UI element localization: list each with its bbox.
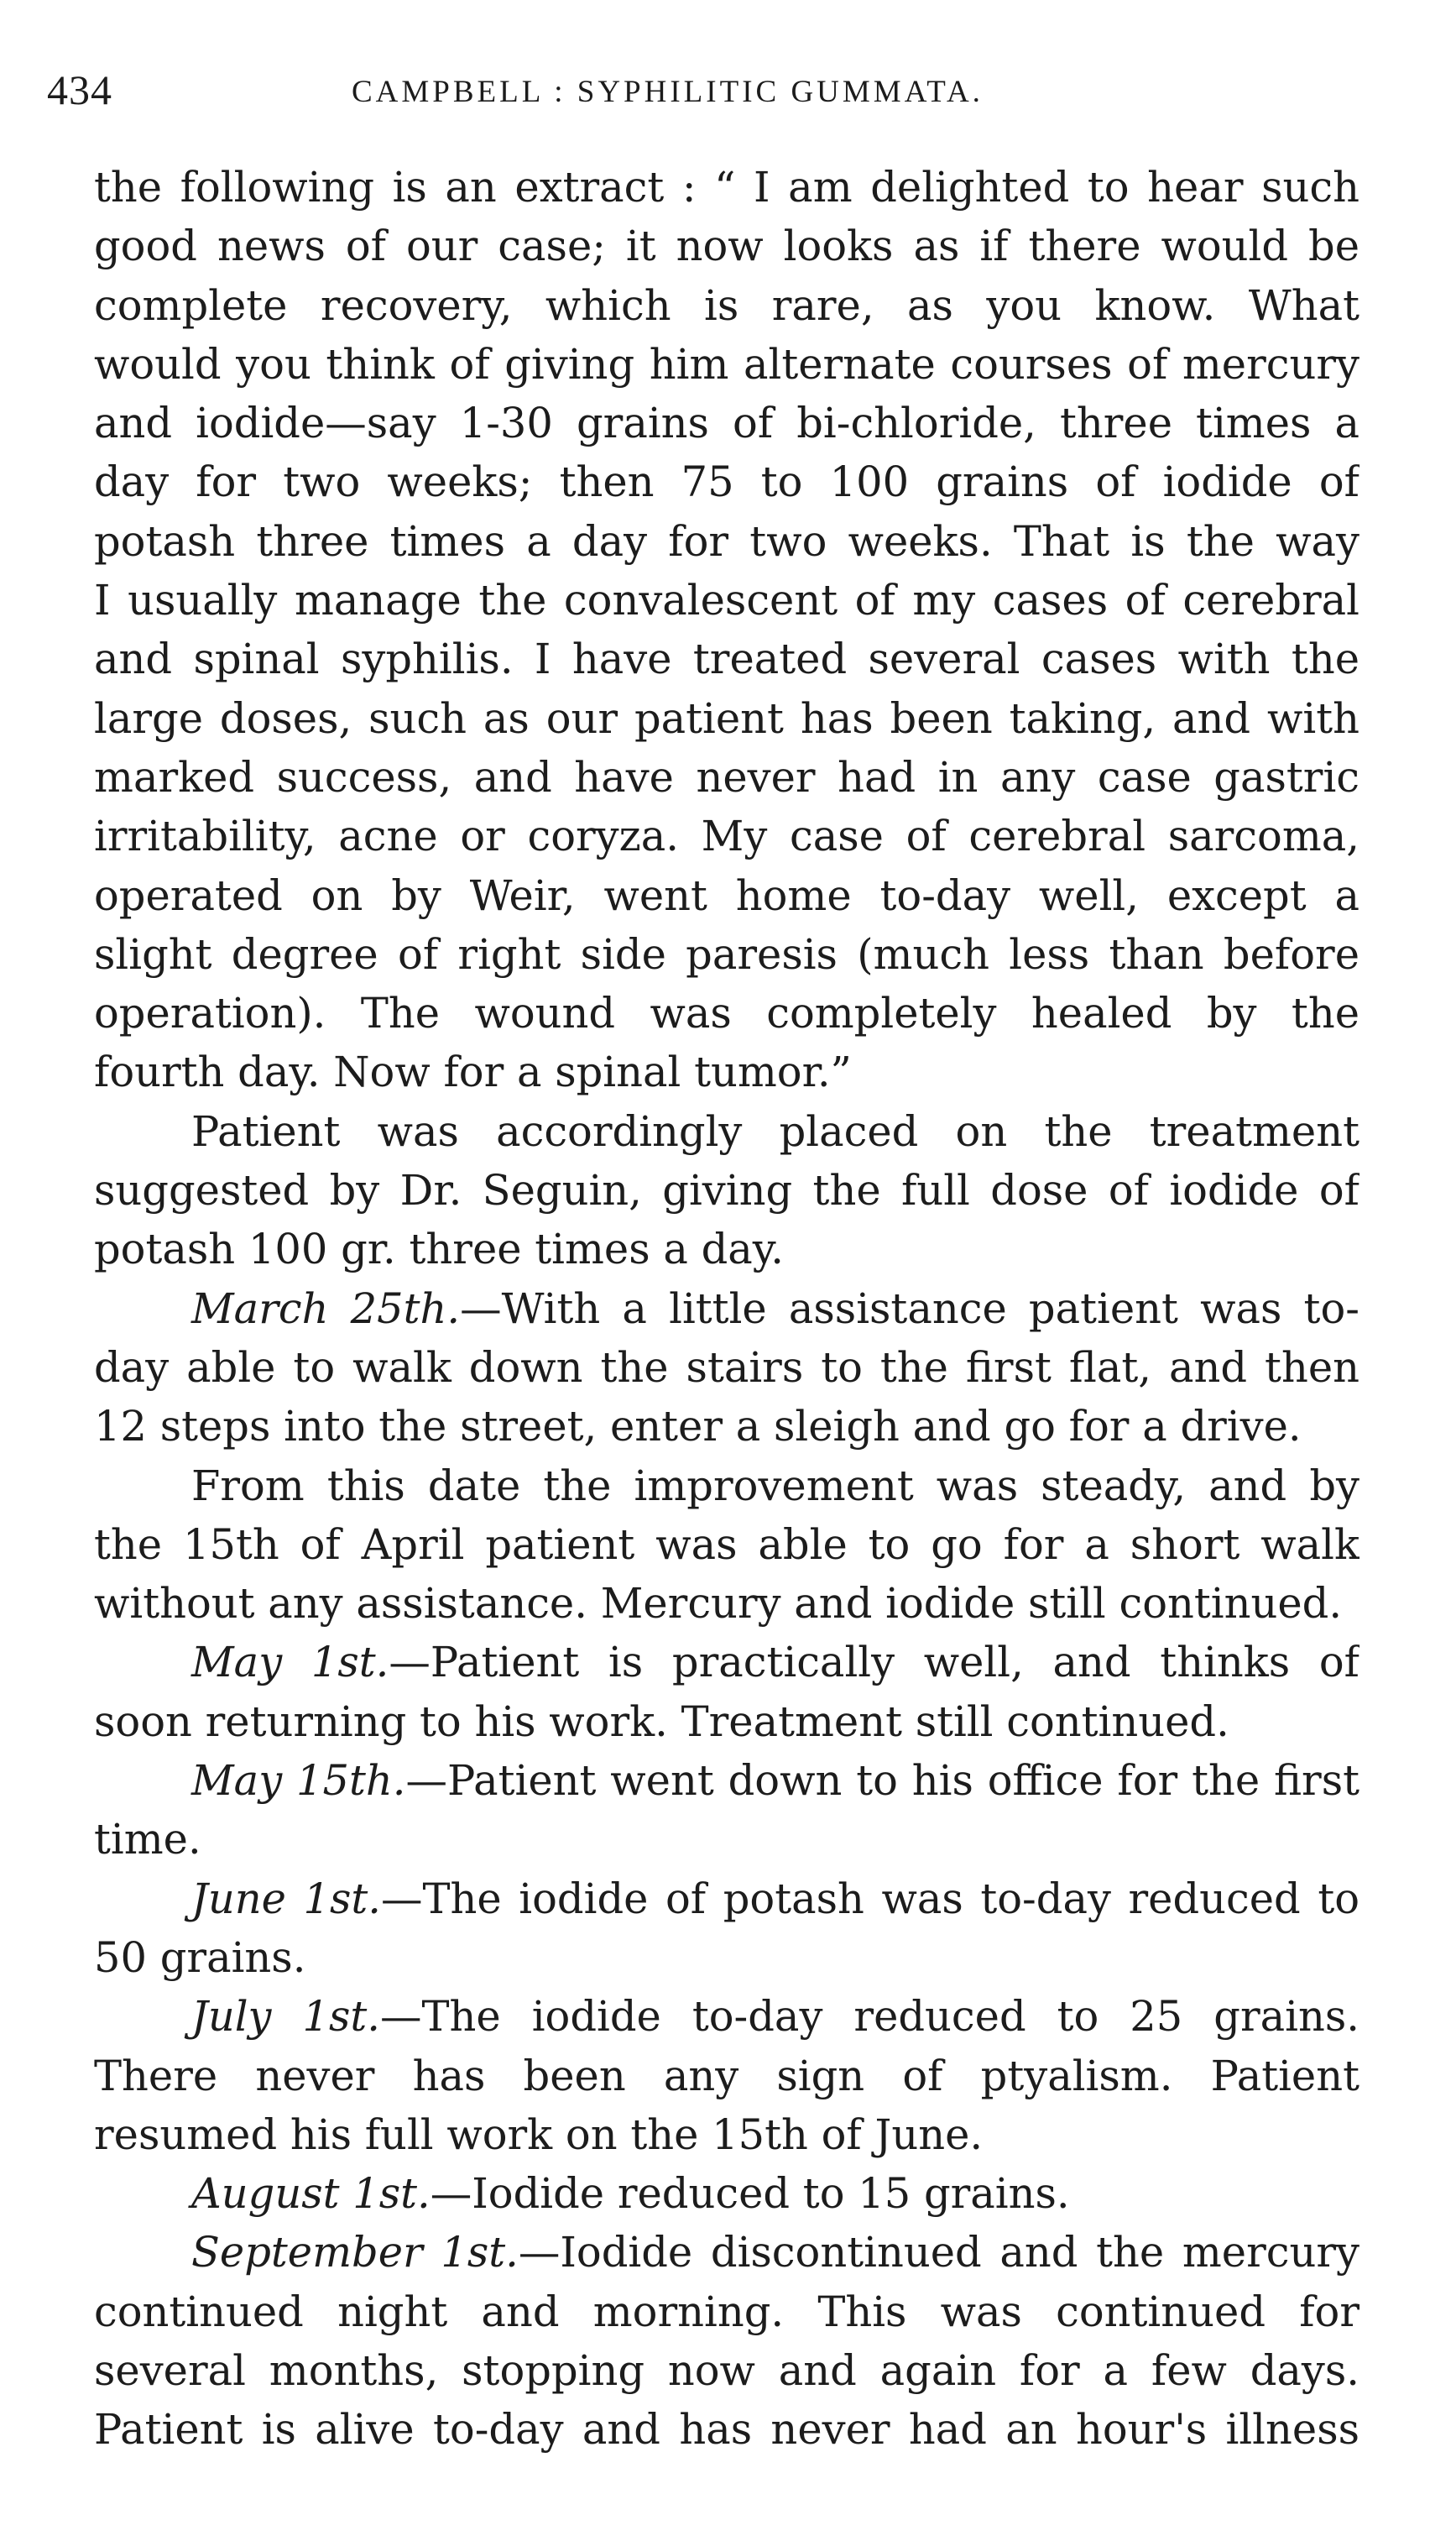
entry-text: —Patient went down to his office for the first [405,1756,1359,1806]
entry-text: —Iodide discontinued and the mercury [518,2228,1359,2277]
running-title: CAMPBELL : SYPHILITIC GUMMATA. [352,75,984,109]
text-line: and iodide—say 1-30 grains of bi-chloride, three times a [94,399,1359,448]
text-line: slight degree of right side paresis (much less than before [94,929,1359,979]
body-text [94,158,1359,2460]
entry-text: —With a little assistance patient was to- [460,1284,1359,1333]
text-line: resumed his full work on the 15th of June. [94,2110,984,2159]
text-line: irritability, acne or coryza. My case of cerebral sarcoma, [94,812,1359,861]
page-number: 434 [47,66,112,113]
text-line: I usually manage the convalescent of my cases of cerebral [94,576,1359,625]
text-line: fourth day. Now for a spinal tumor.” [94,1048,852,1097]
text-line: suggested by Dr. Seguin, giving the full dose of iodide of [94,1166,1359,1216]
text-line: 12 steps into the street, enter a sleigh and go for a drive. [94,1402,1302,1451]
entry-date: May 1st. [191,1638,389,1687]
text-line: 50 grains. [94,1932,306,1982]
text-line: the following is an extract : “ I am delighted to hear such [94,163,1359,212]
dated-entry-line [94,2164,1359,2223]
entry-text: —The iodide to-day reduced to 25 grains. [380,1992,1359,2042]
text-line: day able to walk down the stairs to the first flat, and then [94,1342,1359,1392]
entry-date: July 1st. [191,1992,381,2042]
text-line: operation). The wound was completely healed by the [94,989,1359,1038]
text-line: There never has been any sign of ptyalism. Patient [94,2051,1359,2100]
entry-date: September 1st. [191,2228,519,2277]
dated-entry-line [94,1279,1359,1338]
text-line: operated on by Weir, went home to-day well, except a [94,871,1359,920]
text-line: marked success, and have never had in any case gastric [94,752,1359,802]
entry-text: —Patient is practically well, and thinks of [389,1638,1359,1687]
dated-entry-line [94,2223,1359,2282]
text-line: potash three times a day for two weeks. That is the way [94,516,1359,566]
text-line: soon returning to his work. Treatment still continued. [94,1697,1229,1746]
entry-text: —Iodide reduced to 15 grains. [430,2169,1070,2219]
text-line: good news of our case; it now looks as if there would be [94,222,1359,271]
text-line: and spinal syphilis. I have treated several cases with the [94,635,1359,684]
running-head [47,65,1356,124]
text-line: Patient was accordingly placed on the treatment [191,1106,1359,1156]
text-line: continued night and morning. This was continued for [94,2287,1359,2336]
text-line: would you think of giving him alternate courses of mercury [94,339,1359,389]
dated-entry-line [94,1987,1359,2046]
text-line: without any assistance. Mercury and iodide still continued. [94,1579,1343,1629]
text-line: complete recovery, which is rare, as you know. What [94,280,1359,330]
dated-entry-line [94,1751,1359,1810]
entry-text: —The iodide of potash was to-day reduced to [381,1874,1359,1923]
entry-date: August 1st. [191,2169,431,2219]
text-line: From this date the improvement was steady, and by [191,1461,1359,1510]
text-line: large doses, such as our patient has been taking, and with [94,693,1359,743]
text-line: Patient is alive to-day and has never had an hour's illness [94,2405,1359,2455]
entry-date: May 15th. [191,1756,406,1806]
dated-entry-line [94,1633,1359,1691]
text-line: time. [94,1815,201,1864]
entry-date: June 1st. [191,1874,382,1923]
text-line: day for two weeks; then 75 to 100 grains of iodide of [94,457,1359,507]
text-line: potash 100 gr. three times a day. [94,1225,784,1274]
text-line: several months, stopping now and again for a few days. [94,2345,1359,2395]
text-line: the 15th of April patient was able to go for a short walk [94,1519,1359,1569]
dated-entry-line [94,1869,1359,1928]
entry-date: March 25th. [191,1284,461,1333]
